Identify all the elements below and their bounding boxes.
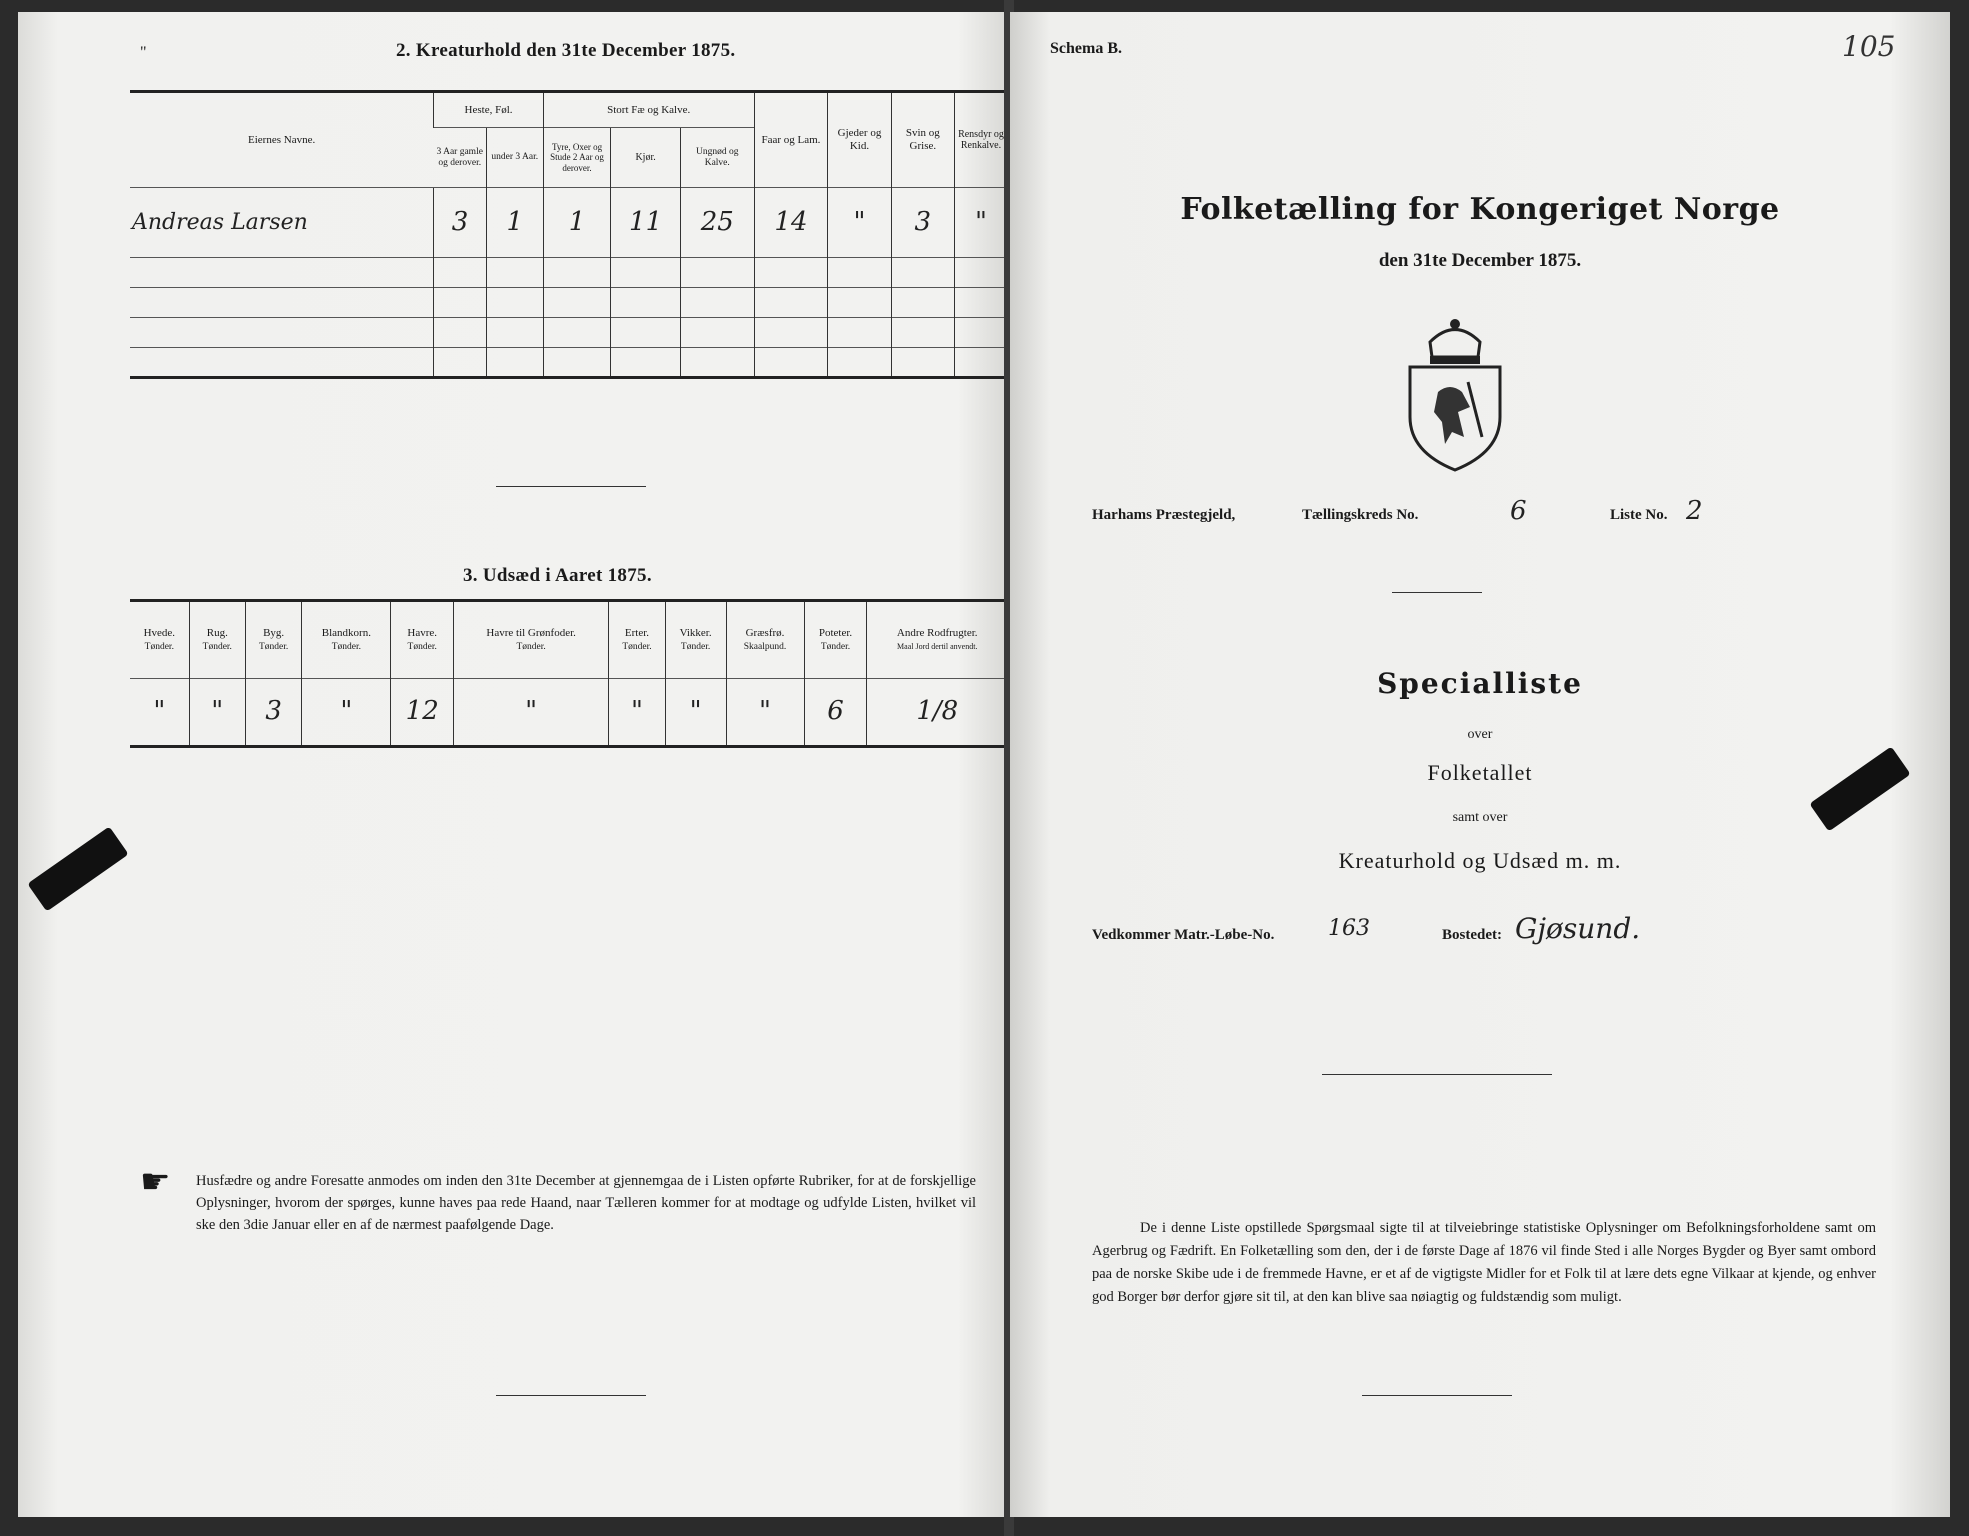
seed-col-header [609, 601, 665, 679]
seed-col-unit: Tønder. [407, 641, 437, 652]
calves-header: Ungnød og Kalve. [680, 128, 754, 188]
sheep-col-header: Faar og Lam. [754, 92, 828, 188]
table-row [130, 188, 1007, 258]
seed-col-name: Byg. [263, 627, 285, 640]
seed-col-unit: Tønder. [622, 641, 652, 652]
notice-text: Husfædre og andre Foresatte anmodes om inden den 31te December at gjennemgaa de i Listen opførte Rubriker, for at de forskjellige Oplysninger, hvorom der spørges, kunne haves paa rede Haand, naar Tælleren kommer for at modtage og udfylde Listen, hvilket vil ske den 3die Januar eller en af de nærmest paafølgende Dage. [196, 1173, 976, 1233]
livestock-cell: " [955, 188, 1008, 258]
seed-col-unit: Tønder. [680, 641, 711, 652]
left-page [18, 12, 1008, 1517]
divider [496, 1395, 646, 1396]
owner-col-header: Eiernes Navne. [130, 92, 434, 188]
seed-col-header [245, 601, 301, 679]
schema-label: Schema B. [1050, 40, 1122, 57]
specialliste-heading: Specialliste [1377, 667, 1583, 700]
folketallet-text: Folketallet [1427, 760, 1533, 785]
bostedet-value: Gjøsund. [1515, 912, 1641, 945]
seed-col-name: Vikker. [679, 627, 712, 640]
livestock-cell: 25 [680, 188, 754, 258]
owner-name: Andreas Larsen [130, 188, 434, 258]
seed-col-name: Græsfrø. [745, 627, 785, 640]
divider [1322, 1074, 1552, 1075]
section2-title: 2. Kreaturhold den 31te December 1875. [396, 40, 736, 61]
section3-title: 3. Udsæd i Aaret 1875. [463, 565, 652, 586]
table-row [130, 348, 1007, 378]
district-value: 6 [1510, 496, 1527, 526]
right-page [1010, 12, 1950, 1517]
list-label: Liste No. [1610, 507, 1668, 523]
reindeer-col-header: Rensdyr og Renkalve. [955, 92, 1008, 188]
table-row [130, 288, 1007, 318]
seed-col-name: Andre Rodfrugter. [896, 627, 978, 640]
explanation-paragraph: De i denne Liste opstillede Spørgsmaal sigte til at tilveiebringe statistiske Oplysninger om Befolkningsforholdene samt om Agerbrug og Fædrift. En Folketælling som den, der i de første Dage af 1876 vil finde Sted i alle Norges Bygder og Byer samt ombord paa de norske Skibe ude i de fremmede Havne, er et af de vigtigste Midler for et Folk til at lære dets egne Vilkaar at kjende, og enhver god Borger bør derfor gjøre sit til, at den kan blive saa nøiagtig og fuldstændig som muligt. [1092, 1220, 1876, 1305]
cattle-group-header: Stort Fæ og Kalve. [543, 92, 754, 128]
divider [1362, 1395, 1512, 1396]
seed-col-name: Erter. [624, 627, 650, 640]
main-title: Folketælling for Kongeriget Norge [1180, 192, 1780, 227]
seed-col-header [454, 601, 609, 679]
table-row [130, 318, 1007, 348]
matr-value: 163 [1328, 916, 1370, 941]
seed-col-name: Poteter. [818, 627, 853, 640]
page-number: 105 [1842, 30, 1896, 63]
seed-cell: " [302, 679, 391, 747]
table-row [130, 679, 1007, 747]
divider [496, 486, 646, 487]
seed-col-header [130, 601, 189, 679]
seed-col-name: Havre. [407, 627, 438, 640]
corner-mark: " [140, 44, 147, 61]
seed-col-unit: Tønder. [259, 641, 289, 652]
main-subtitle: den 31te December 1875. [1378, 250, 1582, 271]
seed-col-unit: Tønder. [144, 641, 174, 652]
seed-col-name: Rug. [206, 627, 228, 640]
seed-col-unit: Skaalpund. [743, 641, 787, 652]
seed-col-header [804, 601, 867, 679]
seed-col-name: Blandkorn. [321, 627, 371, 640]
district-label: Tællingskreds No. [1302, 507, 1419, 523]
seed-col-unit: Tønder. [331, 641, 362, 652]
livestock-cell: 3 [434, 188, 486, 258]
seed-col-header [391, 601, 454, 679]
livestock-cell: 1 [543, 188, 611, 258]
seed-col-header [726, 601, 804, 679]
seed-col-header [665, 601, 726, 679]
seed-col-header [867, 601, 1007, 679]
norway-coat-of-arms-icon [1390, 312, 1520, 472]
divider [1392, 592, 1482, 593]
horses-group-header: Heste, Føl. [434, 92, 544, 128]
pigs-col-header: Svin og Grise. [891, 92, 954, 188]
seed-cell: " [726, 679, 804, 747]
seed-col-unit: Maal Jord dertil anvendt. [897, 642, 978, 651]
horses-under3-header: under 3 Aar. [486, 128, 543, 188]
page-tab-marker [27, 826, 128, 911]
seed-col-header [302, 601, 391, 679]
seed-cell: " [454, 679, 609, 747]
livestock-cell: 3 [891, 188, 954, 258]
livestock-cell: 1 [486, 188, 543, 258]
seed-cell: 12 [391, 679, 454, 747]
table-row [130, 258, 1007, 288]
livestock-cell: 11 [611, 188, 681, 258]
seed-table [130, 599, 1007, 748]
kreaturhold-text: Kreaturhold og Udsæd m. m. [1338, 848, 1622, 873]
list-value: 2 [1686, 496, 1703, 526]
parish-label: Harhams Præstegjeld, [1092, 507, 1236, 523]
goats-col-header: Gjeder og Kid. [828, 92, 891, 188]
cows-header: Kjør. [611, 128, 681, 188]
over-text: over [1467, 727, 1493, 742]
seed-cell: 1/8 [867, 679, 1007, 747]
seed-col-name: Havre til Grønfoder. [486, 627, 576, 640]
bulls-header: Tyre, Oxer og Stude 2 Aar og derover. [543, 128, 611, 188]
livestock-cell: " [828, 188, 891, 258]
matr-label: Vedkommer Matr.-Løbe-No. [1092, 927, 1275, 943]
seed-cell: 3 [245, 679, 301, 747]
seed-cell: " [609, 679, 665, 747]
seed-cell: " [189, 679, 245, 747]
samt-over-text: samt over [1452, 810, 1508, 825]
seed-col-name: Hvede. [143, 627, 176, 640]
seed-col-unit: Tønder. [820, 641, 851, 652]
livestock-cell: 14 [754, 188, 828, 258]
seed-cell: " [130, 679, 189, 747]
bostedet-label: Bostedet: [1442, 927, 1502, 943]
seed-cell: " [665, 679, 726, 747]
seed-cell: 6 [804, 679, 867, 747]
seed-col-unit: Tønder. [516, 641, 546, 652]
seed-col-header [189, 601, 245, 679]
pointing-hand-icon: ☛ [140, 1164, 171, 1201]
seed-col-unit: Tønder. [202, 641, 232, 652]
livestock-table [130, 90, 1007, 379]
horses-3y-header: 3 Aar gamle og derover. [434, 128, 486, 188]
